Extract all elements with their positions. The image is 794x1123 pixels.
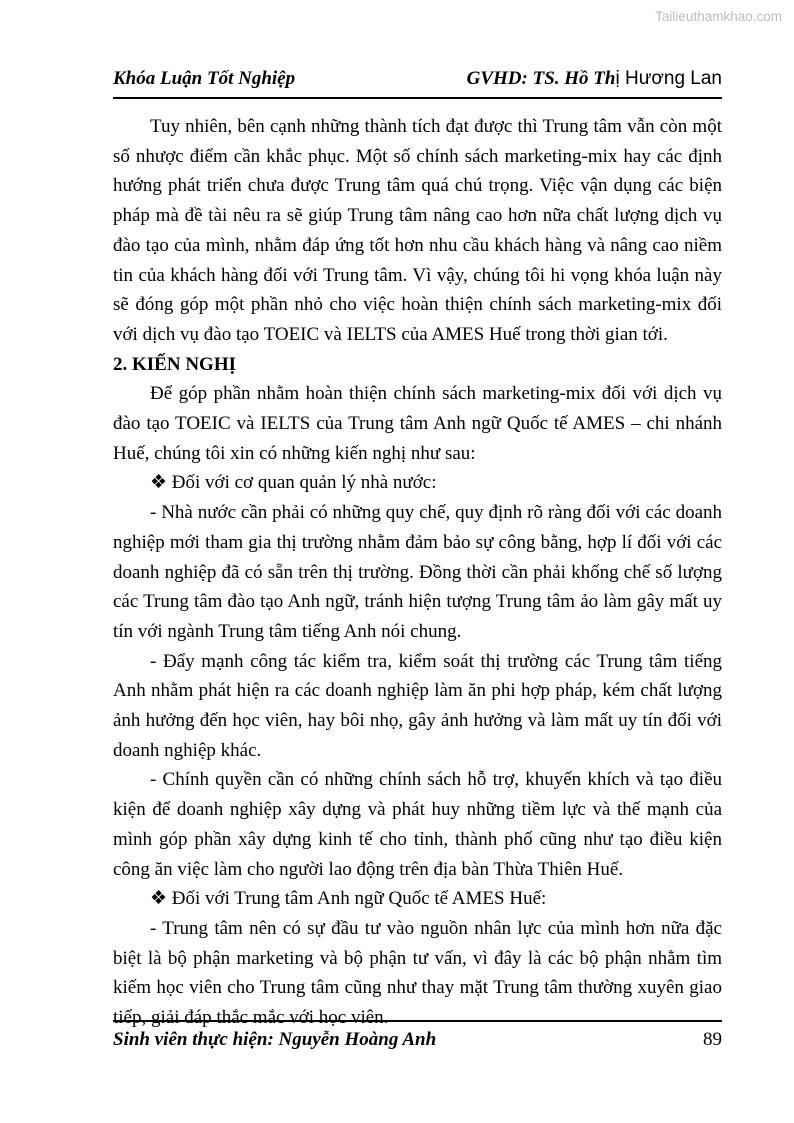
header-advisor [467, 68, 722, 90]
paragraph-government-support: - Chính quyền cần có những chính sách hỗ trợ, khuyến khích và tạo điều kiện để doanh nghiệp xây dựng và phát huy những tiềm lực và thế mạnh của mình góp phần xây dựng kinh tế cho tỉnh, thành phố cũng như tạo điều kiện công ăn việc làm cho người lao động trên địa bàn Thừa Thiên Huế. [113, 769, 722, 880]
header-thesis-title: Khóa Luận Tốt Nghiệp [113, 68, 296, 89]
watermark-text: Tailieuthamkhao.com [655, 9, 782, 24]
bullet-state-authorities: ❖ Đối với cơ quan quản lý nhà nước: [150, 472, 437, 494]
page-header [113, 68, 722, 99]
document-body [113, 112, 722, 1033]
footer-student-name: Sinh viên thực hiện: Nguyễn Hoàng Anh [113, 1029, 437, 1050]
page-footer [113, 1020, 722, 1051]
paragraph-market-inspection: - Đẩy mạnh công tác kiểm tra, kiểm soát thị trường các Trung tâm tiếng Anh nhằm phát hiện ra các doanh nghiệp làm ăn phi hợp pháp, kém chất lượng ảnh hưởng đến học viên, hay bôi nhọ, gây ảnh hưởng và làm mất uy tín đối với doanh nghiệp khác. [113, 650, 722, 761]
section-heading-recommendations: 2. KIẾN NGHỊ [113, 353, 236, 375]
bullet-ames-center: ❖ Đối với Trung tâm Anh ngữ Quốc tế AMES Huế: [150, 888, 547, 910]
paragraph-conclusion: Tuy nhiên, bên cạnh những thành tích đạt được thì Trung tâm vẫn còn một số nhược điểm cần khắc phục. Một số chính sách marketing-mix hay các định hướng phát triển chưa được Trung tâm quá chú trọng. Việc vận dụng các biện pháp mà đề tài nêu ra sẽ giúp Trung tâm nâng cao hơn nữa chất lượng dịch vụ đào tạo của mình, nhằm đáp ứng tốt hơn nhu cầu khách hàng và nâng cao niềm tin của khách hàng đối với Trung tâm. Vì vậy, chúng tôi hi vọng khóa luận này sẽ đóng góp một phần nhỏ cho việc hoàn thiện chính sách marketing-mix đối với dịch vụ đào tạo TOEIC và IELTS của AMES Huế trong thời gian tới. [113, 116, 722, 345]
paragraph-intro-recommendations: Để góp phần nhằm hoàn thiện chính sách marketing-mix đối với dịch vụ đào tạo TOEIC và IELTS của Trung tâm Anh ngữ Quốc tế AMES – chi nhánh Huế, chúng tôi xin có những kiến nghị như sau: [113, 383, 722, 464]
header-advisor-main: GVHD: TS. Hồ Th [466, 68, 616, 89]
paragraph-hr-investment: - Trung tâm nên có sự đầu tư vào nguồn nhân lực của mình hơn nữa đặc biệt là bộ phận marketing và bộ phận tư vấn, vì đây là các bộ phận nhằm tìm kiếm học viên cho Trung tâm cũng như thay mặt Trung tâm thường xuyên giao tiếp, giải đáp thắc mắc với học viên. [113, 917, 722, 1029]
paragraph-state-regulation: - Nhà nước cần phải có những quy chế, quy định rõ ràng đối với các doanh nghiệp mới tham gia thị trường nhằm đảm bảo sự công bằng, hợp lí đối với các doanh nghiệp đã có sẵn trên thị trường. Đồng thời cần phải khống chế số lượng các Trung tâm đào tạo Anh ngữ, tránh hiện tượng Trung tâm ảo làm gây mất uy tín với ngành Trung tâm tiếng Anh nói chung. [113, 502, 722, 642]
page-number: 89 [703, 1029, 722, 1050]
header-advisor-overlay: ị Hương Lan [615, 68, 722, 89]
